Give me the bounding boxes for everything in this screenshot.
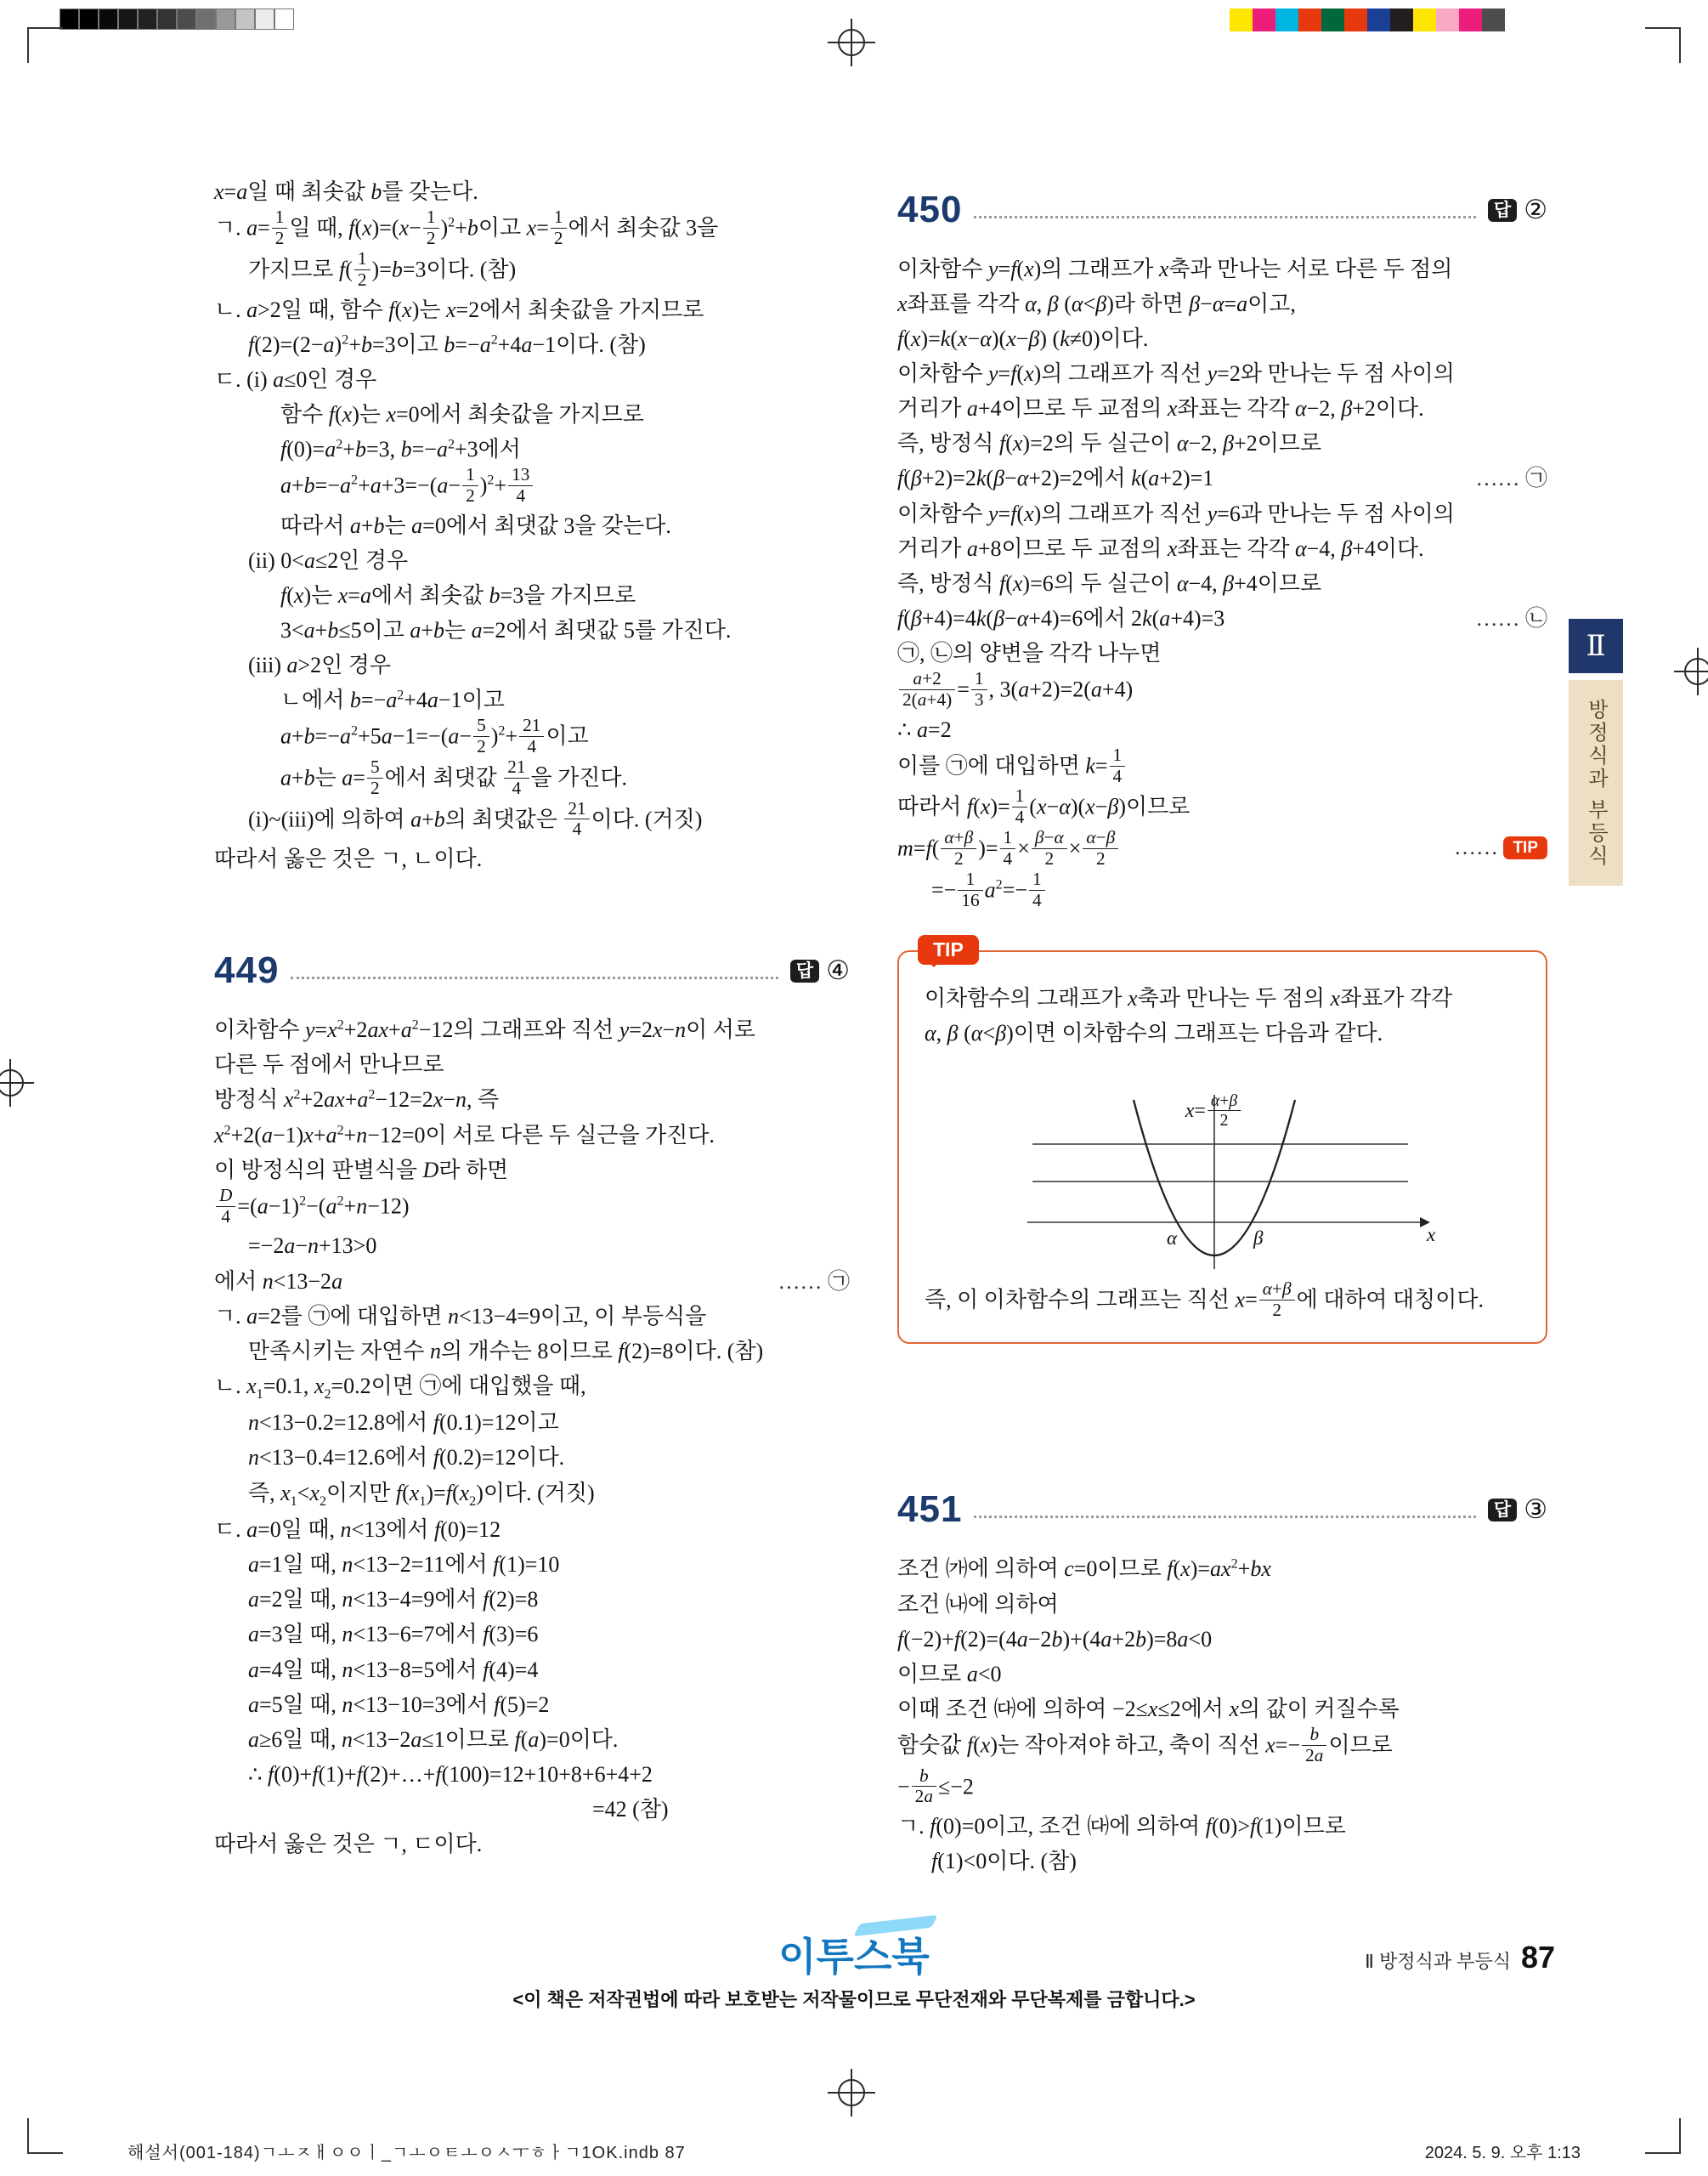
text-line: a=2일 때, n<13−4=9에서 f(2)=8	[248, 1587, 539, 1612]
text-line: n<13−0.4=12.6에서 f(0.2)=12이다.	[248, 1445, 565, 1470]
print-datetime: 2024. 5. 9. 오후 1:13	[1424, 2144, 1581, 2162]
grayscale-swatch	[118, 8, 138, 30]
left-column	[214, 174, 850, 1862]
answer-label: 답	[1488, 1499, 1517, 1522]
problem-451-header	[897, 1488, 1547, 1531]
color-swatch	[1253, 8, 1275, 31]
color-swatch	[1344, 8, 1367, 31]
text-line: (ii) 0<a≤2인 경우	[248, 547, 409, 573]
color-swatch	[1413, 8, 1436, 31]
crop-mark-top-right	[1645, 27, 1681, 63]
text-line: $\frac{D}{4}$ $=(a-1)^2-(a^2+n-12)$	[214, 1187, 850, 1229]
parabola-graph	[1002, 1091, 1444, 1278]
text-line: a=1일 때, n<13−2=11에서 f(1)=10	[248, 1552, 560, 1578]
text-line: 가지므로 f( $\frac{1}{2}$ )=b=3이다. (참)	[248, 247, 517, 290]
solution-450	[897, 252, 1547, 913]
text-line: $x^2+2(a-1)x+a^2+n-12=0$이 서로 다른 두 실근을 가진다.	[214, 1122, 715, 1148]
grayscale-calibration-bar	[59, 8, 294, 30]
grayscale-swatch	[177, 8, 196, 30]
problem-number: 450	[897, 189, 963, 230]
text-line: f(−2)+f(2)=(4a−2b)+(4a+2b)=8a<0	[897, 1626, 1213, 1652]
text-line: 즉, 방정식 f(x)=2의 두 실근이 α−2, β+2이므로	[897, 431, 1322, 456]
grayscale-swatch	[196, 8, 216, 30]
text-line: =−2a−n+13>0	[248, 1233, 377, 1259]
text-line: $a+b=-a^2+5a-1=-(a-$ $\frac{5}{2}$ )$^2$+ $\frac{21}{4}$ 이고	[280, 715, 589, 756]
crop-mark-top-left	[27, 27, 63, 63]
text-line: x=a일 때 최솟값 b를 갖는다.	[214, 179, 478, 204]
text-line: f(β+2)=2k(β−α+2)=2에서 k(a+2)=1 …… ㉠	[897, 466, 1547, 491]
text-line: =− $\frac{1}{16}$ $a^2=-$ $\frac{1}{4}$	[897, 871, 1547, 913]
answer-badge	[790, 955, 850, 986]
text-line: ㄱ. a= $\frac{1}{2}$ 일 때, f(x)=(x− $\frac{1}{2}$ )$^2$+b이고 x= $\frac{1}{2}$ 에서 최솟값 3을	[214, 207, 719, 248]
problem-number: 451	[897, 1488, 963, 1531]
grayscale-swatch	[99, 8, 118, 30]
dotted-leader	[974, 1516, 1475, 1518]
text-line: α, β (α<β)이면 이차함수의 그래프는 다음과 같다.	[925, 1020, 1383, 1046]
text-line: ∴ f(0)+f(1)+f(2)+…+f(100)=12+10+8+6+4+2	[248, 1761, 653, 1787]
text-line: 이차함수 y=f(x)의 그래프가 x축과 만나는 서로 다른 두 점의	[897, 257, 1453, 281]
text-line: m=f( $\frac{\alpha+\beta}{2}$ )= $\frac{1}{4}$ × $\frac{\beta-\alpha}{2}$ × $\frac{\alpha-\beta}{2}$ …… TIP	[897, 830, 1547, 871]
text-line: a≥6일 때, n<13−2a≤1이므로 f(a)=0이다.	[248, 1726, 619, 1752]
text-line: f(β+4)=4k(β−α+4)=6에서 2k(a+4)=3 …… ㉡	[897, 605, 1547, 631]
color-swatch	[1230, 8, 1253, 31]
registration-mark-top	[828, 19, 875, 66]
print-file-info: 해설서(001-184)ㄱㅗㅈㅐㅇㅇㅣ_ㄱㅗㅇㅌㅗㅇㅅㅜㅎㅏㄱ1OK.indb 87	[127, 2144, 686, 2162]
text-line: (i)~(iii)에 의하여 a+b의 최댓값은 $\frac{21}{4}$ 이다. (거짓)	[248, 797, 703, 840]
tip-badge: TIP	[918, 935, 979, 965]
text-line: ㄱ. a=2를 ㉠에 대입하면 n<13−4=9이고, 이 부등식을	[214, 1303, 707, 1329]
text-line: 방정식 $x^2+2ax+a^2-12=2x-n$, 즉	[214, 1087, 500, 1113]
text-line: 이차함수 y=f(x)의 그래프가 직선 y=2와 만나는 두 점 사이의	[897, 361, 1455, 387]
text-line: 즉, $x_1<x_2$이지만 $f(x_1)=f(x_2)$이다. (거짓)	[248, 1480, 595, 1509]
dotted-leader	[974, 216, 1475, 218]
text-line: 함숫값 f(x)는 작아져야 하고, 축이 직선 x=− $\frac{b}{2a}$ 이므로	[897, 1723, 1393, 1765]
copyright-notice: <이 책은 저작권법에 따라 보호받는 저작물이므로 무단전재와 무단복제를 금합니다.>	[512, 1989, 1196, 2010]
text-line: 이차함수의 그래프가 x축과 만나는 두 점의 x좌표가 각각	[925, 985, 1453, 1011]
text-line: f(x)는 x=a에서 최솟값 b=3을 가지므로	[280, 582, 636, 608]
text-line: − $\frac{b}{2a}$ ≤−2	[897, 1765, 974, 1807]
crop-mark-bottom-right	[1645, 2118, 1681, 2154]
grayscale-swatch	[255, 8, 274, 30]
text-line: a=4일 때, n<13−8=5에서 f(4)=4	[248, 1657, 539, 1682]
publisher-logo: 이투스북	[778, 1935, 930, 1979]
color-swatch	[1459, 8, 1482, 31]
text-line: ㄱ. f(0)=0이고, 조건 ㈐에 의하여 f(0)>f(1)이므로	[897, 1814, 1346, 1839]
text-line: 함수 f(x)는 x=0에서 최솟값을 가지므로	[280, 401, 644, 427]
color-swatch	[1390, 8, 1413, 31]
color-calibration-bar	[1230, 8, 1505, 31]
text-line: a=3일 때, n<13−6=7에서 f(3)=6	[248, 1622, 539, 1647]
text-line: ∴ a=2	[897, 717, 952, 742]
solution-451	[897, 1551, 1547, 1878]
text-line: 이차함수 y=f(x)의 그래프가 직선 y=6과 만나는 두 점 사이의	[897, 501, 1455, 526]
text-line: $\frac{a+2}{2(a+4)}$ = $\frac{1}{3}$ , 3(a+2)=2(a+4)	[897, 671, 1547, 712]
text-line: 따라서 옳은 것은 ㄱ, ㄴ이다.	[214, 847, 483, 872]
answer-number: ④	[826, 955, 850, 986]
grayscale-swatch	[157, 8, 177, 30]
registration-mark-left	[0, 1059, 34, 1107]
answer-label: 답	[790, 960, 819, 983]
tip-text	[925, 981, 1520, 1051]
text-line: 에서 n<13−2a …… ㉠	[214, 1268, 850, 1294]
text-line: ㄴ에서 $b=-a^2+4a-1$이고	[280, 688, 505, 713]
x-axis-label: x	[1426, 1223, 1435, 1245]
tip-closing-line: 즉, 이 이차함수의 그래프는 직선 x= $\frac{\alpha+\beta}{2}$ 에 대하여 대칭이다.	[925, 1278, 1485, 1320]
text-line: ㄷ. (i) a≤0인 경우	[214, 366, 377, 392]
text-line: $f(2)=(2-a)^2+b=3$이고 $b=-a^2+4a-1$이다. (참)	[248, 332, 646, 357]
color-swatch	[1321, 8, 1344, 31]
color-swatch	[1298, 8, 1321, 31]
text-line: 거리가 a+4이므로 두 교점의 x좌표는 각각 α−2, β+2이다.	[897, 396, 1424, 422]
crop-mark-bottom-left	[27, 2118, 63, 2154]
page-number: 87	[1520, 1940, 1555, 1975]
text-line: 이 방정식의 판별식을 D라 하면	[214, 1157, 509, 1182]
text-line: f(1)<0이다. (참)	[931, 1849, 1077, 1874]
text-line: n<13−0.2=12.8에서 f(0.1)=12이고	[248, 1410, 559, 1436]
answer-number: ②	[1524, 195, 1547, 224]
text-line: 즉, 방정식 f(x)=6의 두 실근이 α−4, β+4이므로	[897, 570, 1322, 596]
color-swatch	[1436, 8, 1459, 31]
text-line: 따라서 a+b는 a=0에서 최댓값 3을 갖는다.	[280, 513, 671, 538]
right-column	[897, 180, 1547, 1878]
problem-450-header	[897, 189, 1547, 231]
dotted-leader	[291, 977, 778, 979]
grayscale-swatch	[79, 8, 99, 30]
grayscale-swatch	[216, 8, 235, 30]
text-line: 따라서 옳은 것은 ㄱ, ㄷ이다.	[214, 1831, 483, 1856]
text-line: 다른 두 점에서 만나므로	[214, 1052, 444, 1078]
text-line: 3<a+b≤5이고 a+b는 a=2에서 최댓값 5를 가진다.	[280, 617, 732, 643]
text-line: 조건 ㈏에 의하여	[897, 1591, 1059, 1617]
text-line: 이를 ㉠에 대입하면 k= $\frac{1}{4}$	[897, 747, 1547, 789]
alpha-label: α	[1166, 1227, 1177, 1249]
text-line: 거리가 a+8이므로 두 교점의 x좌표는 각각 α−4, β+4이다.	[897, 536, 1424, 561]
text-line: 만족시키는 자연수 n의 개수는 8이므로 f(2)=8이다. (참)	[248, 1338, 764, 1363]
answer-label: 답	[1488, 199, 1517, 222]
color-swatch	[1367, 8, 1390, 31]
text-line: 이므로 a<0	[897, 1661, 1002, 1686]
chapter-tab-label: 방정식과 부등식	[1569, 680, 1623, 886]
chapter-tab-roman: Ⅱ	[1569, 619, 1623, 673]
symmetry-axis-equation: x= $\frac{\alpha+\beta}{2}$	[1185, 1093, 1242, 1131]
text-line: x좌표를 각각 α, β (α<β)라 하면 β−α=a이고,	[897, 292, 1296, 317]
text-line: $a+b=-a^2+a+3=-(a-$ $\frac{1}{2}$ )$^2$+ $\frac{13}{4}$	[214, 467, 850, 508]
answer-badge	[1488, 195, 1547, 225]
beta-label: β	[1253, 1227, 1263, 1249]
color-swatch	[1275, 8, 1298, 31]
text-line: ㄴ. a>2일 때, 함수 f(x)는 x=2에서 최솟값을 가지므로	[214, 297, 704, 322]
text-line: ㄷ. a=0일 때, n<13에서 f(0)=12	[214, 1517, 501, 1543]
grayscale-swatch	[274, 8, 294, 30]
text-line: 따라서 f(x)= $\frac{1}{4}$ (x−α)(x−β)이므로	[897, 785, 1191, 828]
answer-badge	[1488, 1494, 1547, 1525]
answer-number: ③	[1524, 1494, 1547, 1525]
problem-449-header	[214, 949, 850, 992]
text-line: (iii) a>2인 경우	[248, 652, 392, 677]
grayscale-swatch	[235, 8, 255, 30]
text-line: f(x)=k(x−α)(x−β) (k≠0)이다.	[897, 326, 1149, 352]
text-line: 이차함수 $y=x^2+2ax+a^2-12$의 그래프와 직선 y=2x−n이 서로	[214, 1017, 756, 1043]
color-swatch	[1482, 8, 1505, 31]
text-line: 조건 ㈎에 의하여 c=0이므로 $f(x)=ax^2+bx$	[897, 1556, 1271, 1582]
text-line: $f(0)=a^2+b=3$, $b=-a^2+3$에서	[280, 436, 521, 462]
text-line: =42 (참)	[592, 1796, 669, 1822]
problem-number: 449	[214, 949, 280, 992]
registration-mark-bottom	[828, 2069, 875, 2116]
grayscale-swatch	[138, 8, 157, 30]
tip-box	[897, 938, 1547, 1345]
registration-mark-right	[1674, 648, 1708, 695]
solution-449	[214, 1012, 850, 1862]
text-line: ㄴ. $x_1=0.1$, $x_2=0.2$이면 ㉠에 대입했을 때,	[214, 1373, 586, 1402]
text-line: ㉠, ㉡의 양변을 각각 나누면	[897, 640, 1162, 666]
text-line: 이때 조건 ㈐에 의하여 −2≤x≤2에서 x의 값이 커질수록	[897, 1696, 1400, 1721]
text-line: a=5일 때, n<13−10=3에서 f(5)=2	[248, 1692, 550, 1717]
solution-continued	[214, 174, 850, 876]
text-line: a+b는 a= $\frac{5}{2}$ 에서 최댓값 $\frac{21}{4}$ 을 가진다.	[280, 756, 627, 798]
section-title: Ⅱ 방정식과 부등식	[1365, 1951, 1511, 1972]
